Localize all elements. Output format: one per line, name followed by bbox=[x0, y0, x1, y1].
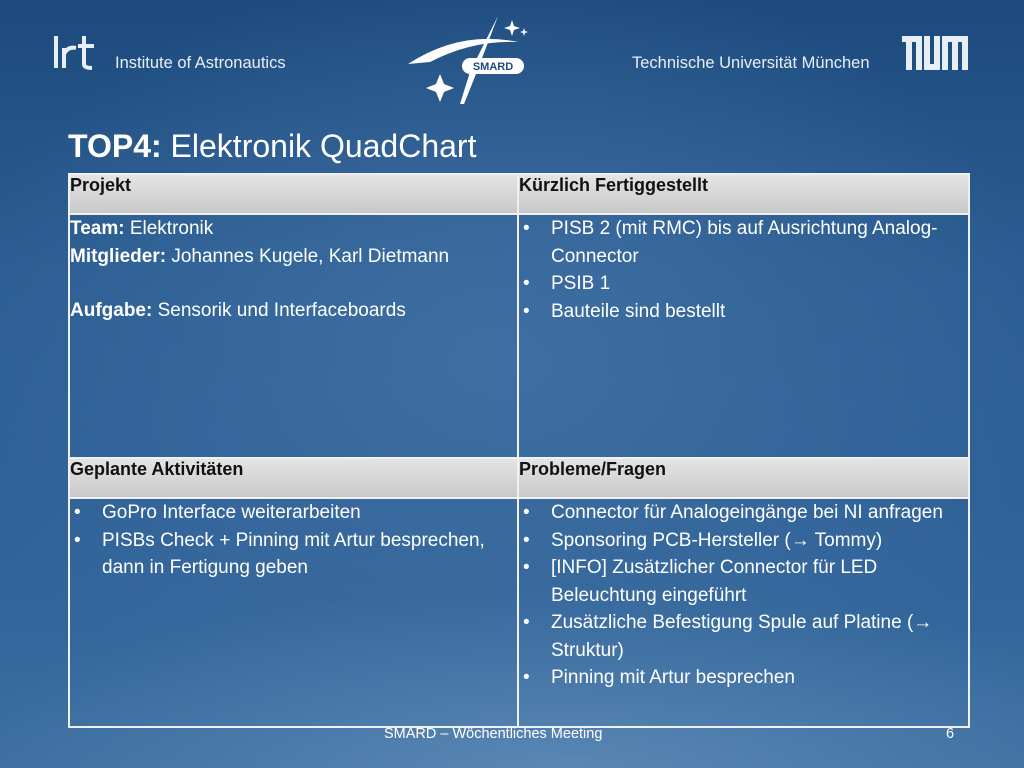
probleme-header: Probleme/Fragen bbox=[518, 458, 969, 498]
team-line: Team: Elektronik bbox=[70, 218, 214, 239]
fertig-header: Kürzlich Fertiggestellt bbox=[518, 174, 969, 214]
projekt-cell bbox=[69, 214, 518, 458]
list-item: • PISBs Check + Pinning mit Artur besprechen, dann in Fertigung geben bbox=[70, 527, 517, 582]
list-item: • PSIB 1 bbox=[519, 270, 968, 298]
smard-logo-text: SMARD bbox=[472, 61, 514, 73]
list-item: • Zusätzliche Befestigung Spule auf Platine (→ Struktur) bbox=[519, 609, 968, 664]
geplant-header: Geplante Aktivitäten bbox=[69, 458, 518, 498]
slide-title bbox=[68, 128, 476, 165]
title-bold: TOP4: bbox=[68, 128, 162, 164]
geplant-list bbox=[70, 499, 517, 582]
slide-header bbox=[0, 0, 1024, 100]
fertig-list bbox=[519, 215, 968, 325]
probleme-cell bbox=[518, 498, 969, 727]
quad-chart bbox=[68, 173, 970, 728]
task-line: Aufgabe: Sensorik und Interfaceboards bbox=[70, 300, 406, 321]
university-name: Technische Universität München bbox=[632, 54, 870, 72]
title-rest: Elektronik QuadChart bbox=[161, 128, 477, 164]
institute-name: Institute of Astronautics bbox=[115, 54, 286, 72]
list-item: • Bauteile sind bestellt bbox=[519, 298, 968, 326]
list-item: • Sponsoring PCB-Hersteller (→ Tommy) bbox=[519, 527, 968, 555]
fertig-cell bbox=[518, 214, 969, 458]
list-item: • GoPro Interface weiterarbeiten bbox=[70, 499, 517, 527]
list-item: • Pinning mit Artur besprechen bbox=[519, 664, 968, 692]
projekt-header: Projekt bbox=[69, 174, 518, 214]
geplant-cell bbox=[69, 498, 518, 727]
tum-logo bbox=[902, 36, 968, 70]
spacer bbox=[70, 270, 517, 297]
list-item: • Connector für Analogeingänge bei NI anfragen bbox=[519, 499, 968, 527]
probleme-list bbox=[519, 499, 968, 692]
lrt-logo bbox=[52, 32, 98, 72]
smard-logo bbox=[400, 12, 535, 107]
page-number: 6 bbox=[946, 726, 955, 742]
list-item: • PISB 2 (mit RMC) bis auf Ausrichtung Analog-Connector bbox=[519, 215, 968, 270]
members-line: Mitglieder: Johannes Kugele, Karl Dietmann bbox=[70, 245, 450, 267]
list-item: • [INFO] Zusätzlicher Connector für LED Beleuchtung eingeführt bbox=[519, 554, 968, 609]
footer-text: SMARD – Wöchentliches Meeting bbox=[384, 726, 603, 742]
